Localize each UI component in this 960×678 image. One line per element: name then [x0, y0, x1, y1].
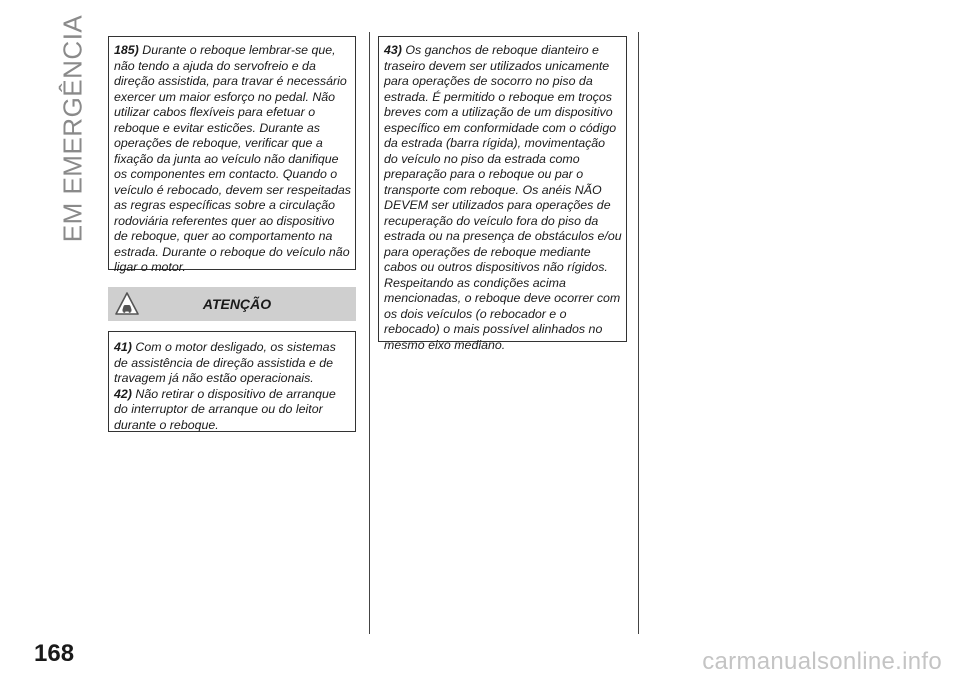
column-divider-right [638, 32, 639, 634]
section-title [56, 14, 90, 243]
watermark: carmanualsonline.info [702, 648, 942, 675]
note-number: 185) [114, 43, 139, 57]
warning-item-text: Não retirar o dispositivo de arranque do interruptor de arranque ou do leitor durante o reboque. [114, 386, 336, 432]
note-text: Os ganchos de reboque dianteiro e traseiro devem ser utilizados unicamente para operações de socorro no piso da estrada. É permitido o reboque em troços breves com a utilização de um dispositivo específico em conformidade com o código da estrada (barra rígida), movimentação do veículo no piso da estrada como preparação para o reboque ou par o transporte com reboque. Os anéis NÃO DEVEM ser utilizados para operações de recuperação do veículo fora do piso da estrada ou na presença de obstáculos e/ou para operações de reboque mediante cabos ou outros dispositivos não rígidos. Respeitando as condições acima mencionadas, o reboque deve ocorrer com os dois veículos (o rebocador e o rebocado) o mais possível alinhados no mesmo eixo mediano. [384, 43, 622, 352]
note-number: 43) [384, 43, 402, 57]
note-43-paragraph [384, 43, 622, 353]
section-title-text: EM EMERGÊNCIA [57, 14, 88, 243]
warning-item-number: 42) [114, 386, 132, 401]
column-divider-left [369, 32, 370, 634]
note-185-paragraph [114, 43, 351, 276]
warning-item-text: Com o motor desligado, os sistemas de assistência de direção assistida e de travagem já não estão operacionais. [114, 340, 336, 385]
warning-item-41 [114, 340, 351, 387]
note-text: Durante o reboque lembrar-se que, não tendo a ajuda do servofreio e da direção assistida, para travar é necessário exercer um maior esforço no pedal. Não utilizar cabos flexíveis para efetuar o reboque e evitar esticões. Durante as operações de reboque, verificar que a fixação da junta ao veículo não danifique os componentes em contacto. Quando o veículo é rebocado, devem ser respeitadas as regras específicas sobre a circulação rodoviária referentes quer ao dispositivo de reboque, quer ao comportamento na estrada. Durante o reboque do veículo não ligar o motor. [114, 43, 351, 274]
warning-header [108, 287, 356, 321]
warning-content [108, 331, 356, 432]
note-43 [378, 36, 627, 352]
page-number: 168 [34, 640, 75, 667]
note-185 [108, 36, 356, 274]
warning-item-number: 41) [114, 340, 132, 354]
warning-item-42 [114, 387, 351, 434]
warning-title: ATENÇÃO [202, 296, 272, 312]
